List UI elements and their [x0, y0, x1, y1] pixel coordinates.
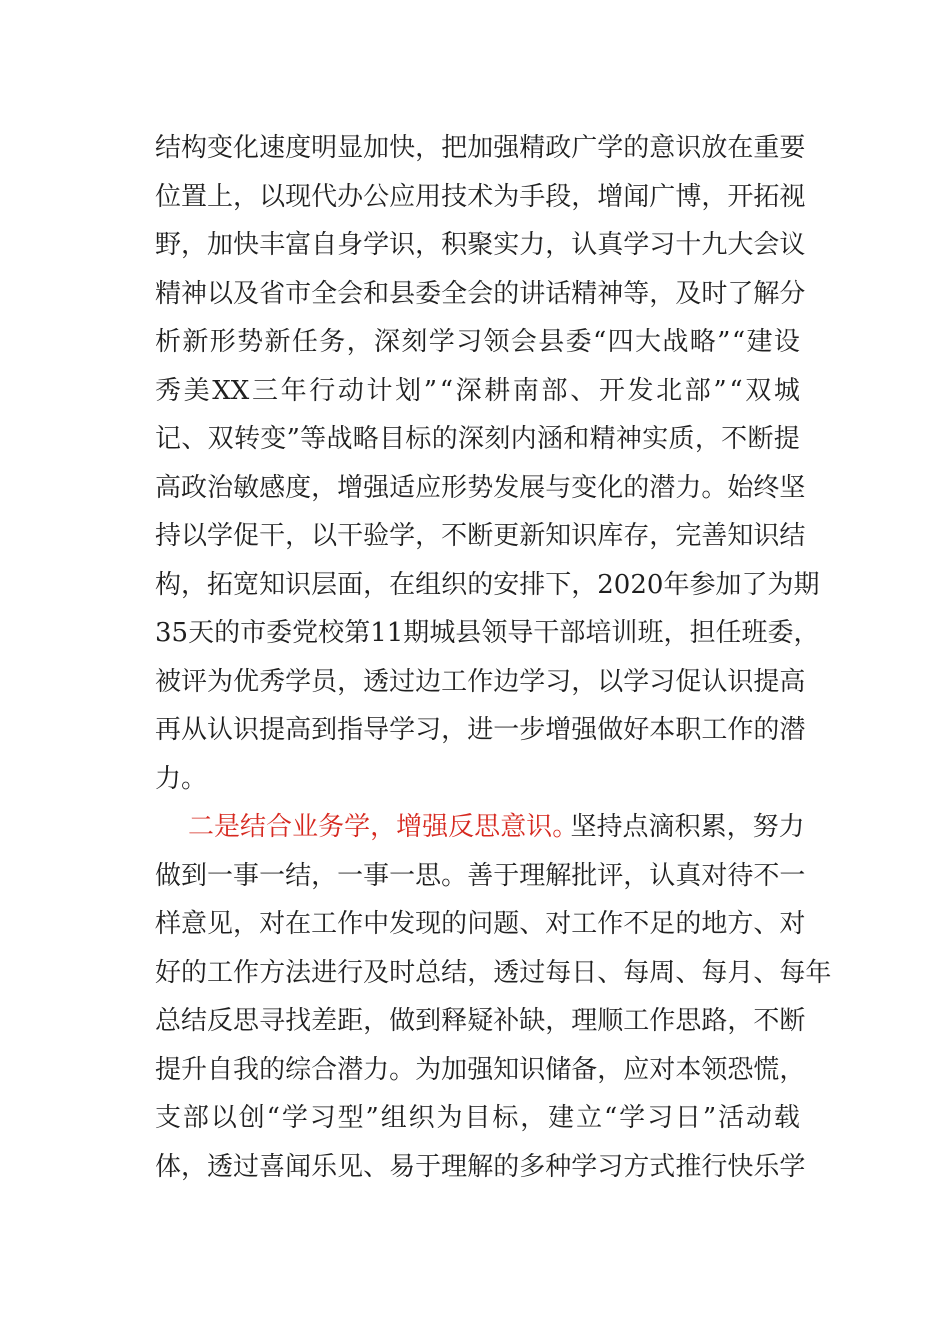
- text-line: 高 政 治 敏 感 度 ， 增 强 适 应 形 势 发 展 与 变 化 的 潜 力 。 始 终 坚: [155, 472, 806, 503]
- text-line: 力。: [155, 763, 208, 794]
- text-line: 总 结 反 思 寻 找 差 距 ， 做 到 释 疑 补 缺 ， 理 顺 工 作 思 路 ， 不 断: [155, 1006, 806, 1036]
- paragraph-2-first-rest: 坚 持 点 滴 积 累 ， 努 力: [570, 812, 805, 842]
- body-text: [155, 124, 832, 1191]
- paragraph-2-heading: 二 是 结 合 业 务 学 ， 增 强 反 思 意 识 。: [188, 812, 579, 842]
- text-line: 支 部 以 创 “ 学 习 型 ” 组 织 为 目 标 ， 建 立 “ 学 习 日 ” 活 动 载: [155, 1103, 800, 1133]
- text-line: 体 ， 透 过 喜 闻 乐 见 、 易 于 理 解 的 多 种 学 习 方 式 推 行 快 乐 学: [155, 1151, 806, 1182]
- text-line: 野 ， 加 快 丰 富 自 身 学 识 ， 积 聚 实 力 ， 认 真 学 习 十 九 大 会 议: [155, 230, 806, 260]
- text-line: 好 的 工 作 方 法 进 行 及 时 总 结 ， 透 过 每 日 、 每 周 、 每 月 、 每 年: [155, 957, 832, 988]
- text-line: 提 升 自 我 的 综 合 潜 力 。 为 加 强 知 识 储 备 ， 应 对 本 领 恐 慌 ，: [155, 1054, 806, 1085]
- text-line: 析 新 形 势 新 任 务 ， 深 刻 学 习 领 会 县 委 “ 四 大 战 略 ” “ 建 设: [155, 327, 800, 357]
- text-line: 样 意 见 ， 对 在 工 作 中 发 现 的 问 题 、 对 工 作 不 足 的 地 方 、 对: [155, 909, 806, 939]
- text-line: 记 、 双 转 变 ” 等 战 略 目 标 的 深 刻 内 涵 和 精 神 实 质 ， 不 断 提: [155, 424, 800, 454]
- text-line: 秀 美 XX 三 年 行 动 计 划 ” “ 深 耕 南 部 、 开 发 北 部 ” “ 双 城: [155, 375, 800, 406]
- text-line: 精 神 以 及 省 市 全 会 和 县 委 全 会 的 讲 话 精 神 等 ， 及 时 了 解 分: [155, 278, 806, 309]
- text-line: 位 置 上 ， 以 现 代 办 公 应 用 技 术 为 手 段 ， 增 闻 广 博 ， 开 拓 视: [155, 181, 806, 212]
- text-line: 再 从 认 识 提 高 到 指 导 学 习 ， 进 一 步 增 强 做 好 本 职 工 作 的 潜: [155, 715, 806, 745]
- paragraph-2-first-line: [155, 803, 805, 852]
- text-line: 构 ， 拓 宽 知 识 层 面 ， 在 组 织 的 安 排 下 ， 2020 年 参 加 了 为 期: [155, 569, 820, 600]
- text-line: 被 评 为 优 秀 学 员 ， 透 过 边 工 作 边 学 习 ， 以 学 习 促 认 识 提 高: [155, 666, 806, 697]
- text-line: 做 到 一 事 一 结 ， 一 事 一 思 。 善 于 理 解 批 评 ， 认 真 对 待 不 一: [155, 860, 806, 891]
- text-line: 35 天 的 市 委 党 校 第 11 期 城 县 领 导 干 部 培 训 班 ， 担 任 班 委 ，: [155, 618, 820, 648]
- text-line: 结 构 变 化 速 度 明 显 加 快 ， 把 加 强 精 政 广 学 的 意 识 放 在 重 要: [155, 133, 806, 163]
- text-line: 持 以 学 促 干 ， 以 干 验 学 ， 不 断 更 新 知 识 库 存 ， 完 善 知 识 结: [155, 521, 806, 551]
